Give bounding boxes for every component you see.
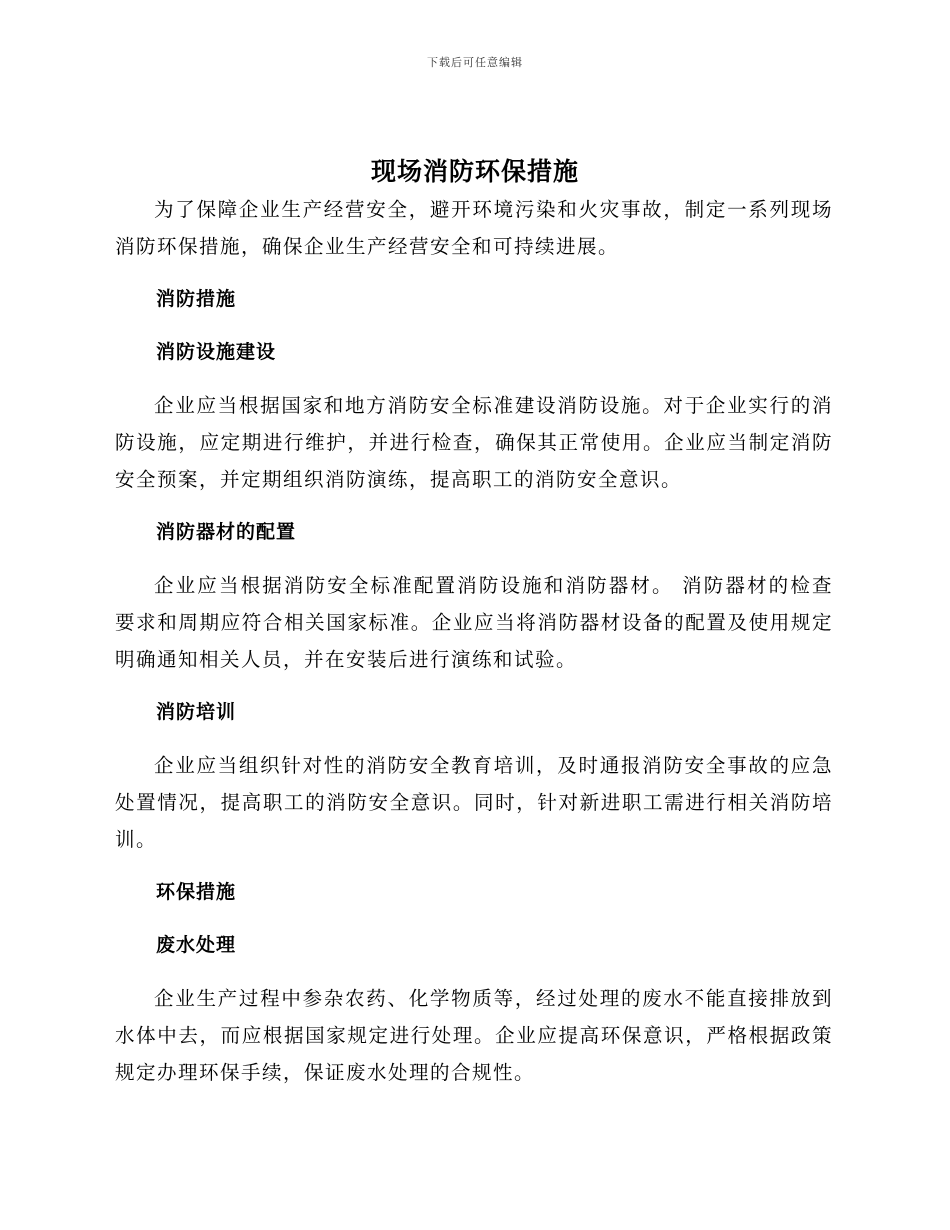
subheading-env-wastewater: 废水处理 [156,934,237,956]
section-heading-fire: 消防措施 [156,288,237,310]
paragraph-fire-equipment: 企业应当根据消防安全标准配置消防设施和消防器材。 消防器材的检查要求和周期应符合相关国家标准。企业应当将消防器材设备的配置及使用规定明确通知相关人员，并在安装后进行演练和试验。 [115,574,833,671]
paragraph-fire-facilities: 企业应当根据国家和地方消防安全标准建设消防设施。对于企业实行的消防设施，应定期进行维护，并进行检查，确保其正常使用。企业应当制定消防安全预案，并定期组织消防演练，提高职工的消防安全意识。 [115,394,833,491]
section-heading-env: 环保措施 [156,881,237,903]
paragraph-env-wastewater: 企业生产过程中参杂农药、化学物质等，经过处理的废水不能直接排放到水体中去，而应根据国家规定进行处理。企业应提高环保意识，严格根据政策规定办理环保手续，保证废水处理的合规性。 [115,987,833,1084]
document-title: 现场消防环保措施 [370,157,579,186]
subheading-fire-training: 消防培训 [156,701,237,723]
subheading-fire-facilities: 消防设施建设 [156,341,277,363]
intro-paragraph: 为了保障企业生产经营安全，避开环境污染和火灾事故，制定一系列现场消防环保措施，确保企业生产经营安全和可持续进展。 [115,198,833,258]
paragraph-fire-training: 企业应当组织针对性的消防安全教育培训，及时通报消防安全事故的应急处置情况，提高职工的消防安全意识。同时，针对新进职工需进行相关消防培训。 [115,754,833,851]
subheading-fire-equipment: 消防器材的配置 [156,521,297,543]
header-note: 下载后可任意编辑 [427,56,523,69]
document-body [115,191,833,1091]
